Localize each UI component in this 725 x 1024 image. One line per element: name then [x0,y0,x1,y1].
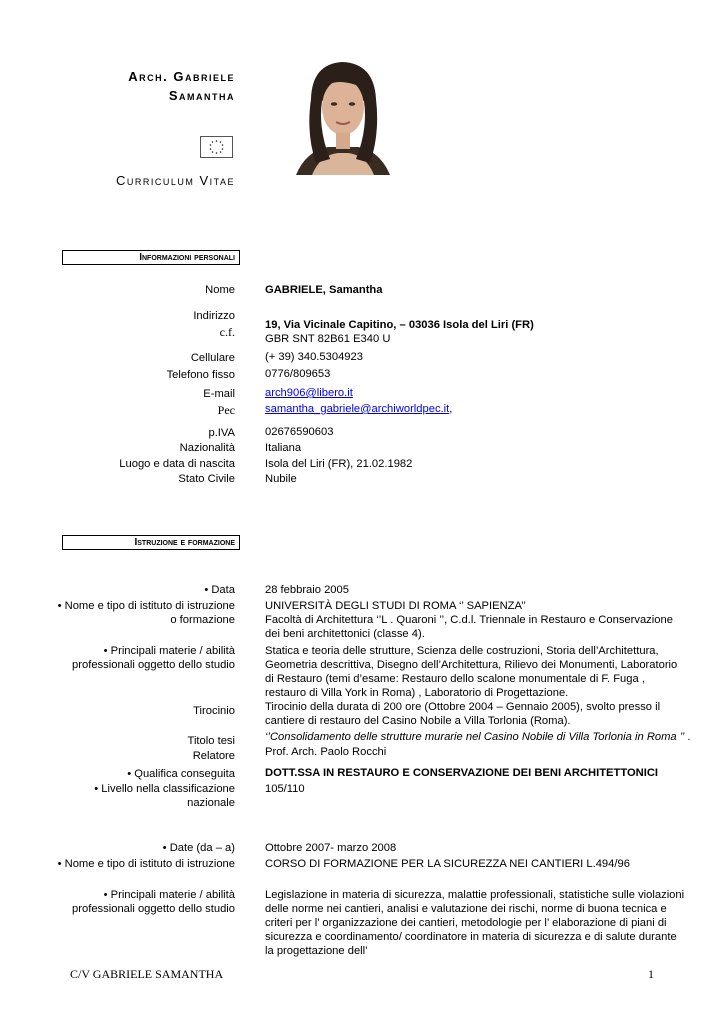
value-edu1-data: 28 febbraio 2005 [265,584,349,596]
value-edu1-qualifica: DOTT.SSA IN RESTAURO E CONSERVAZIONE DEI BENI ARCHITETTONICI [265,767,659,779]
name-line-2: Samantha [168,88,235,103]
footer-label: C/V GABRIELE SAMANTHA [70,967,224,981]
label-edu1-materie-1: • Principali materie / abilità [103,645,235,657]
label-email: E-mail [203,388,235,400]
label-edu1-qualifica: • Qualifica conseguita [127,768,235,780]
cv-title: Curriculum Vitae [115,173,235,188]
label-edu2-istituto: • Nome e tipo di istituto di istruzione [57,858,235,870]
page-number: 1 [648,967,654,981]
label-pec: Pec [217,403,235,417]
label-cellulare: Cellulare [190,352,235,364]
value-edu2-materie: Legislazione in materia di sicurezza, malattie professionali, statistiche sulle violazioni delle norme nei cantieri, analisi e valutazione dei rischi, norme di buona tecnica e criteri per l’ organizzazione dei cantieri, metodologie per l’ elaborazione di piani di sicurezza e coordinamento/ coordinatore in materia di sicurezza e di salute durante la progettazione dell’ [265,889,685,957]
profile-photo [276,59,409,175]
value-edu1-materie: Statica e teoria delle strutture, Scienza delle costruzioni, Storia dell’Architettura, Geometria descrittiva, Disegno dell’Architettura, Rilievo dei Monumenti, Laboratorio di Restauro (temi d’esame: Restauro dello scalone monumentale di F. Fuga , restauro di Villa York in Roma) , Laboratorio di Progettazione. [265,645,678,699]
value-edu1-tesi [265,730,691,744]
label-telefono: Telefono fisso [166,369,235,381]
tesi-title: ‘’Consolidamento delle strutture murarie nel Casino Nobile di Villa Torlonia in Roma ’’ [265,731,685,743]
value-edu2-istituto: CORSO DI FORMAZIONE PER LA SICUREZZA NEI CANTIERI L.494/96 [265,858,630,870]
value-edu1-tirocinio: Tirocinio della durata di 200 ore (Ottobre 2004 – Gennaio 2005), svolto presso il cantiere di restauro del Casino Nobile a Villa Torlonia (Roma). [265,701,661,727]
label-stato: Stato Civile [178,473,235,485]
value-indirizzo: 19, Via Vicinale Capitino, – 03036 Isola del Liri (FR) [265,319,534,331]
label-edu1-livello-2: nazionale [187,797,235,809]
label-edu2-materie-1: • Principali materie / abilità [103,889,235,901]
label-nazionalita: Nazionalità [179,442,235,454]
value-edu1-livello: 105/110 [265,783,305,795]
value-nome: GABRIELE, Samantha [265,284,383,296]
label-nascita: Luogo e data di nascita [119,458,235,470]
label-edu2-materie-2: professionali oggetto dello studio [72,903,235,915]
label-edu1-istituto-2: o formazione [170,614,235,626]
label-cf: c.f. [219,325,235,339]
value-edu1-istituto-1: UNIVERSITÀ DEGLI STUDI DI ROMA ‘’ SAPIENZA’’ [265,600,526,612]
value-nascita: Isola del Liri (FR), 21.02.1982 [265,458,413,470]
label-edu1-data: • Data [204,584,235,596]
label-edu1-tesi: Titolo tesi [187,735,235,747]
pec-link[interactable]: samantha_gabriele@archiworldpec.it [265,403,450,415]
value-edu1-relatore: Prof. Arch. Paolo Rocchi [265,746,387,758]
value-cellulare: (+ 39) 340.5304923 [265,351,363,363]
value-stato: Nubile [265,473,297,485]
value-email [265,386,685,400]
email-link[interactable]: arch906@libero.it [265,387,353,399]
label-edu1-materie-2: professionali oggetto dello studio [72,659,235,671]
value-edu1-istituto-2: Facoltà di Architettura ‘’L . Quaroni ’’, C.d.l. Triennale in Restauro e Conservazione dei beni architettonici (classe 4). [265,614,673,640]
section-personal-heading: Informazioni personali [62,250,240,265]
tesi-suffix: . [684,731,691,743]
label-edu2-data: • Date (da – a) [162,842,235,854]
eu-flag-icon [200,136,233,158]
label-indirizzo: Indirizzo [193,310,235,322]
label-edu1-relatore: Relatore [192,750,235,762]
section-education-heading: Istruzione e formazione [62,535,240,550]
label-piva: p.IVA [208,427,235,439]
label-edu1-tirocinio: Tirocinio [193,705,235,717]
value-piva: 02676590603 [265,426,334,438]
value-telefono: 0776/809653 [265,368,331,380]
value-cf: GBR SNT 82B61 E340 U [265,333,391,345]
label-edu1-livello-1: • Livello nella classificazione [94,783,235,795]
name-line-1: Arch. Gabriele [128,69,235,84]
pec-suffix: , [449,403,453,415]
label-nome: Nome [205,284,235,296]
value-edu2-data: Ottobre 2007- marzo 2008 [265,842,397,854]
value-nazionalita: Italiana [265,442,302,454]
value-pec [265,402,685,416]
label-edu1-istituto-1: • Nome e tipo di istituto di istruzione [57,600,235,612]
